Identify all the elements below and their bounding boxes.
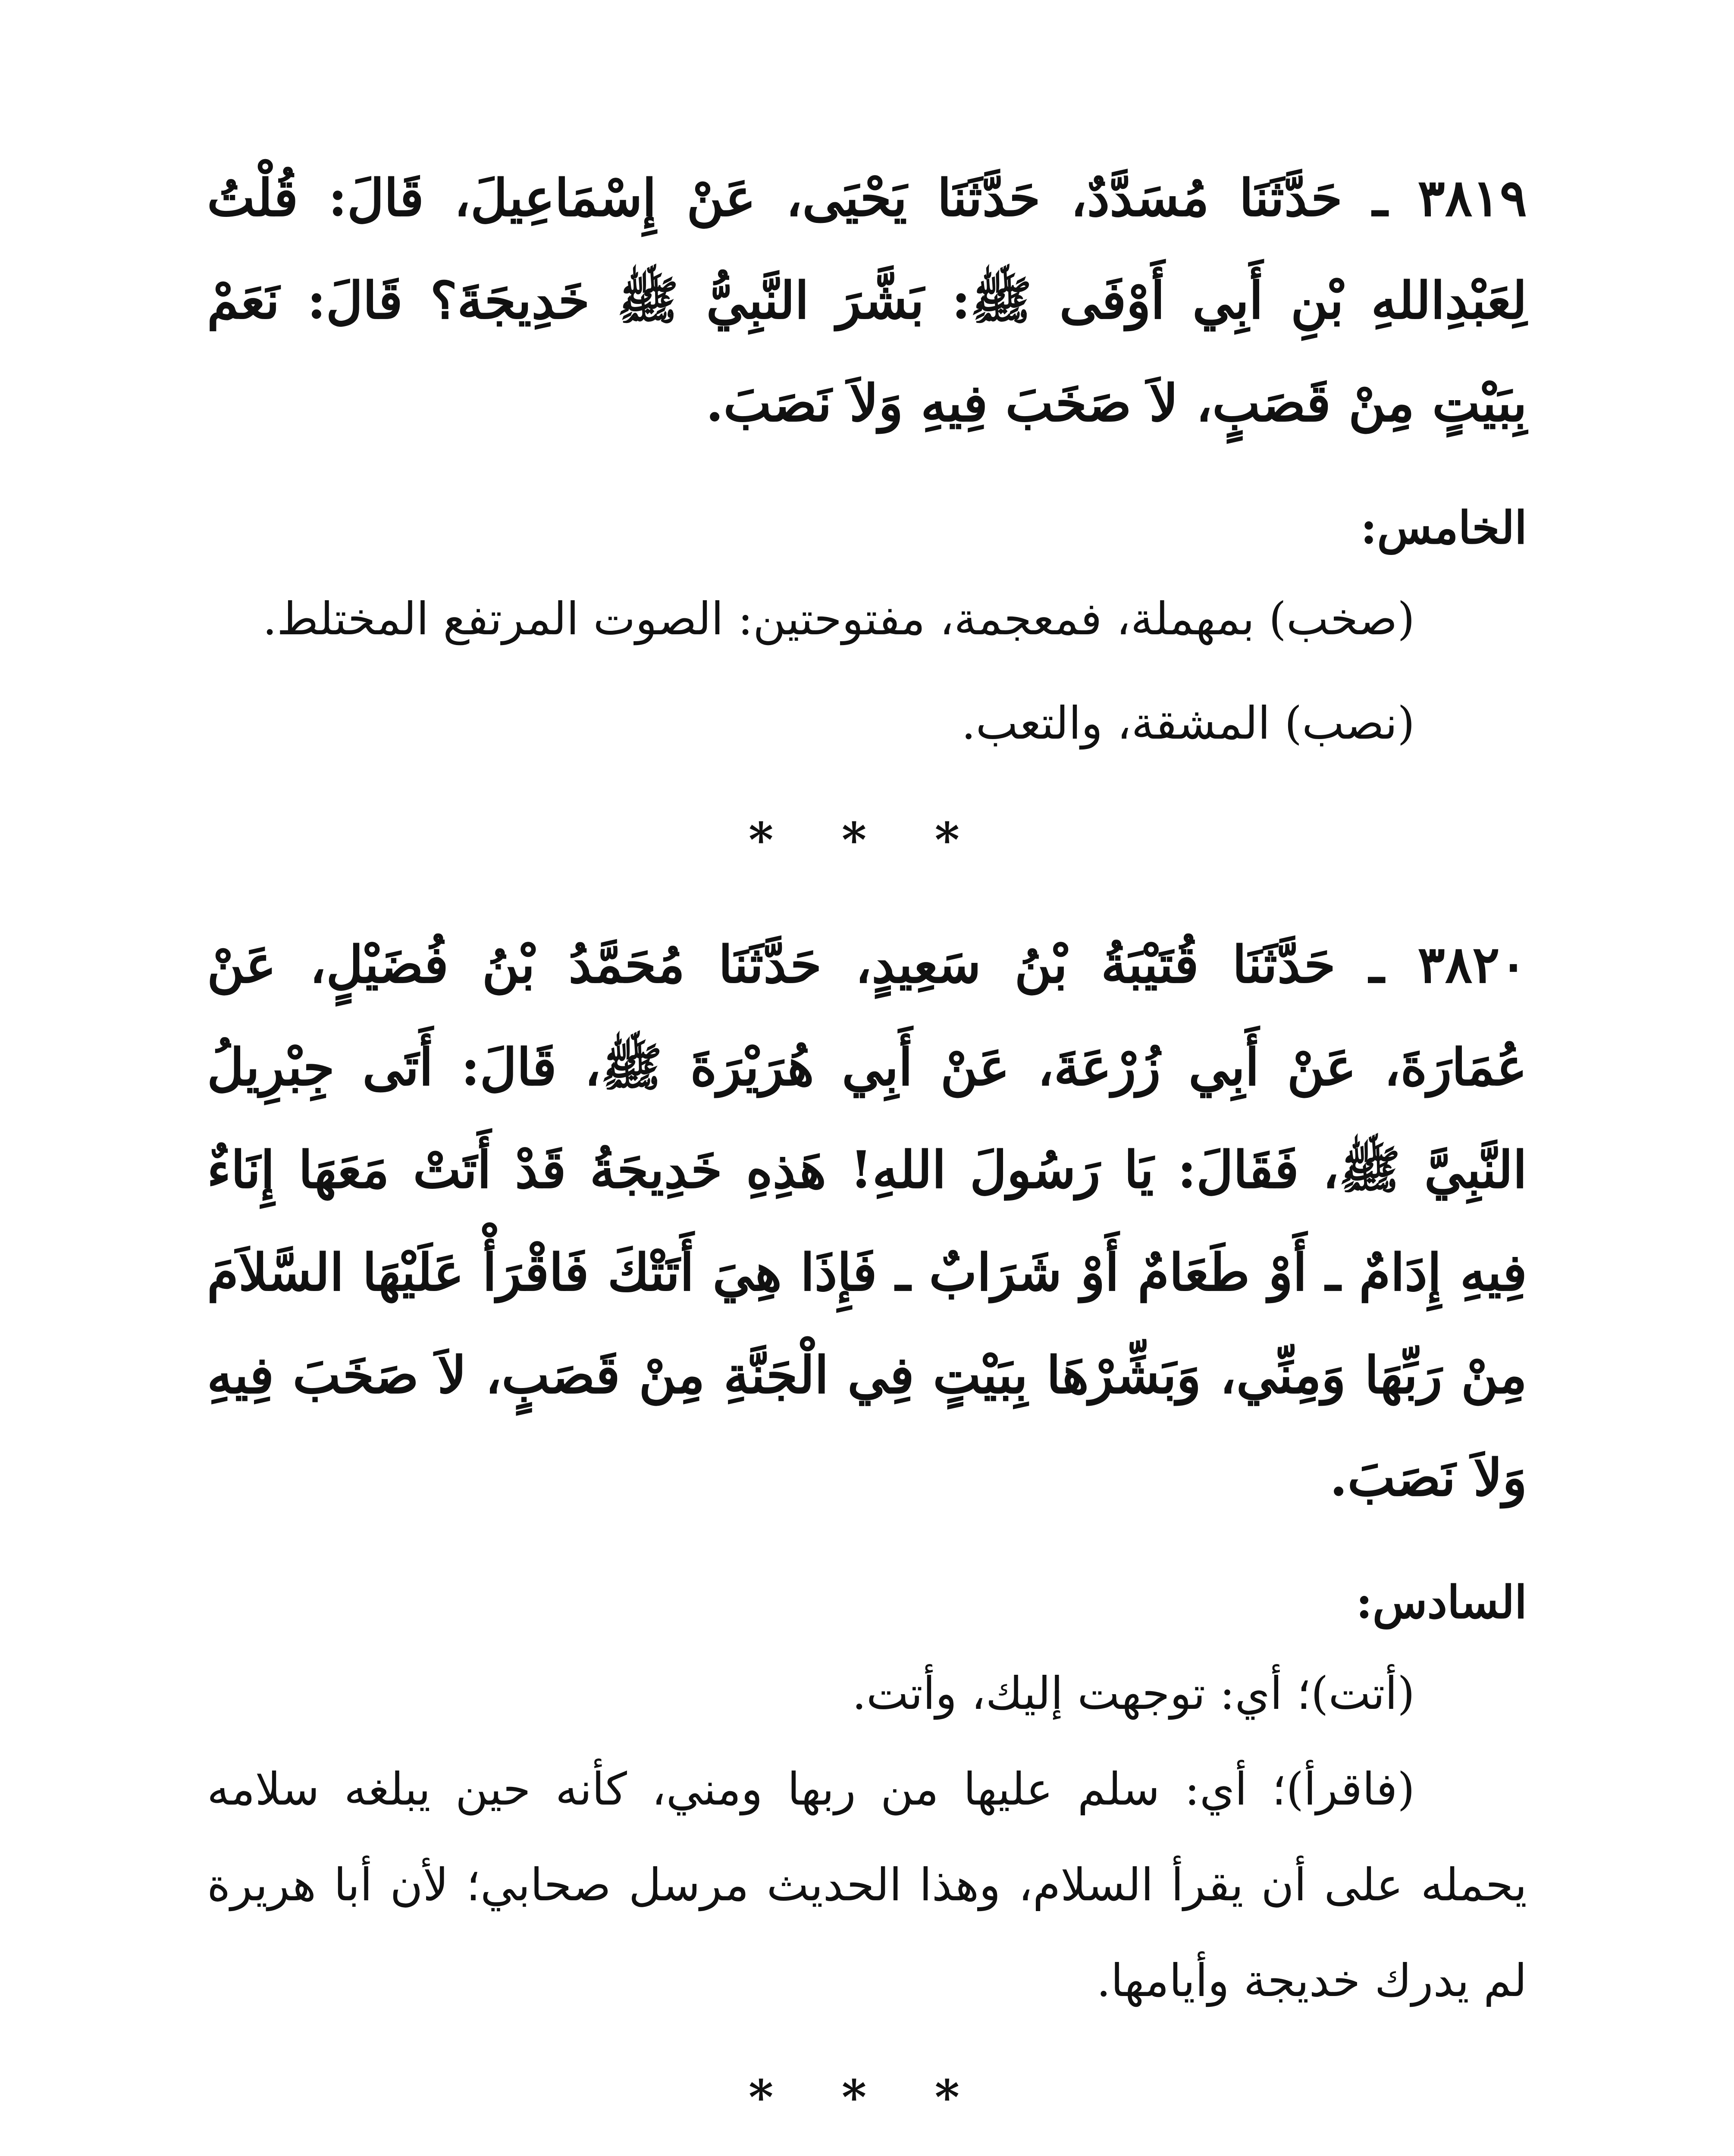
note-atat: (أتت)؛ أي: توجهت إليك، وأتت.	[852, 1667, 1415, 1720]
section-title-fifth: الخامس:	[1360, 501, 1527, 554]
section-separator: * * *	[748, 2069, 986, 2125]
hadith-3820: ٣٨٢٠ ـ حَدَّثَنَا قُتَيْبَةُ بْنُ سَعِيدٍ، حَدَّثَنَا مُحَمَّدُ بْنُ فُضَيْلٍ، عَنْ عُمَارَةَ، عَنْ أَبِي زُرْعَةَ، عَنْ أَبِي هُرَيْرَةَ ﷺ، قَالَ: أَتَى جِبْرِيلُ النَّبِيَّ ﷺ، فَقَالَ: يَا رَسُولَ اللهِ! هَذِهِ خَدِيجَةُ قَدْ أَتَتْ مَعَهَا إِنَاءٌ فِيهِ إِدَامٌ ـ أَوْ طَعَامٌ أَوْ شَرَابٌ ـ فَإِذَا هِيَ أَتَتْكَ فَاقْرَأْ عَلَيْهَا السَّلاَمَ مِنْ رَبِّهَا وَمِنِّي، وَبَشِّرْهَا بِبَيْتٍ فِي الْجَنَّةِ مِنْ قَصَبٍ، لاَ صَخَبَ فِيهِ وَلاَ نَصَبَ.	[207, 934, 1527, 1507]
note-nasab: (نصب) المشقة، والتعب.	[961, 697, 1415, 749]
note-faqra: (فاقرأ)؛ أي: سلم عليها من ربها ومني، كأنه حين يبلغه سلامه يحمله على أن يقرأ السلام، وهذا الحديث مرسل صحابي؛ لأن أبا هريرة لم يدرك خديجة وأيامها.	[207, 1763, 1527, 2007]
section-separator: * * *	[748, 812, 986, 868]
hadith-3819: ٣٨١٩ ـ حَدَّثَنَا مُسَدَّدٌ، حَدَّثَنَا يَحْيَى، عَنْ إِسْمَاعِيلَ، قَالَ: قُلْتُ لِعَبْدِاللهِ بْنِ أَبِي أَوْفَى ﷺ: بَشَّرَ النَّبِيُّ ﷺ خَدِيجَةَ؟ قَالَ: نَعَمْ بِبَيْتٍ مِنْ قَصَبٍ، لاَ صَخَبَ فِيهِ وَلاَ نَصَبَ.	[207, 168, 1527, 433]
section-title-sixth: السادس:	[1356, 1576, 1527, 1629]
note-sakhab: (صخب) بمهملة، فمعجمة، مفتوحتين: الصوت المرتفع المختلط.	[262, 592, 1415, 645]
